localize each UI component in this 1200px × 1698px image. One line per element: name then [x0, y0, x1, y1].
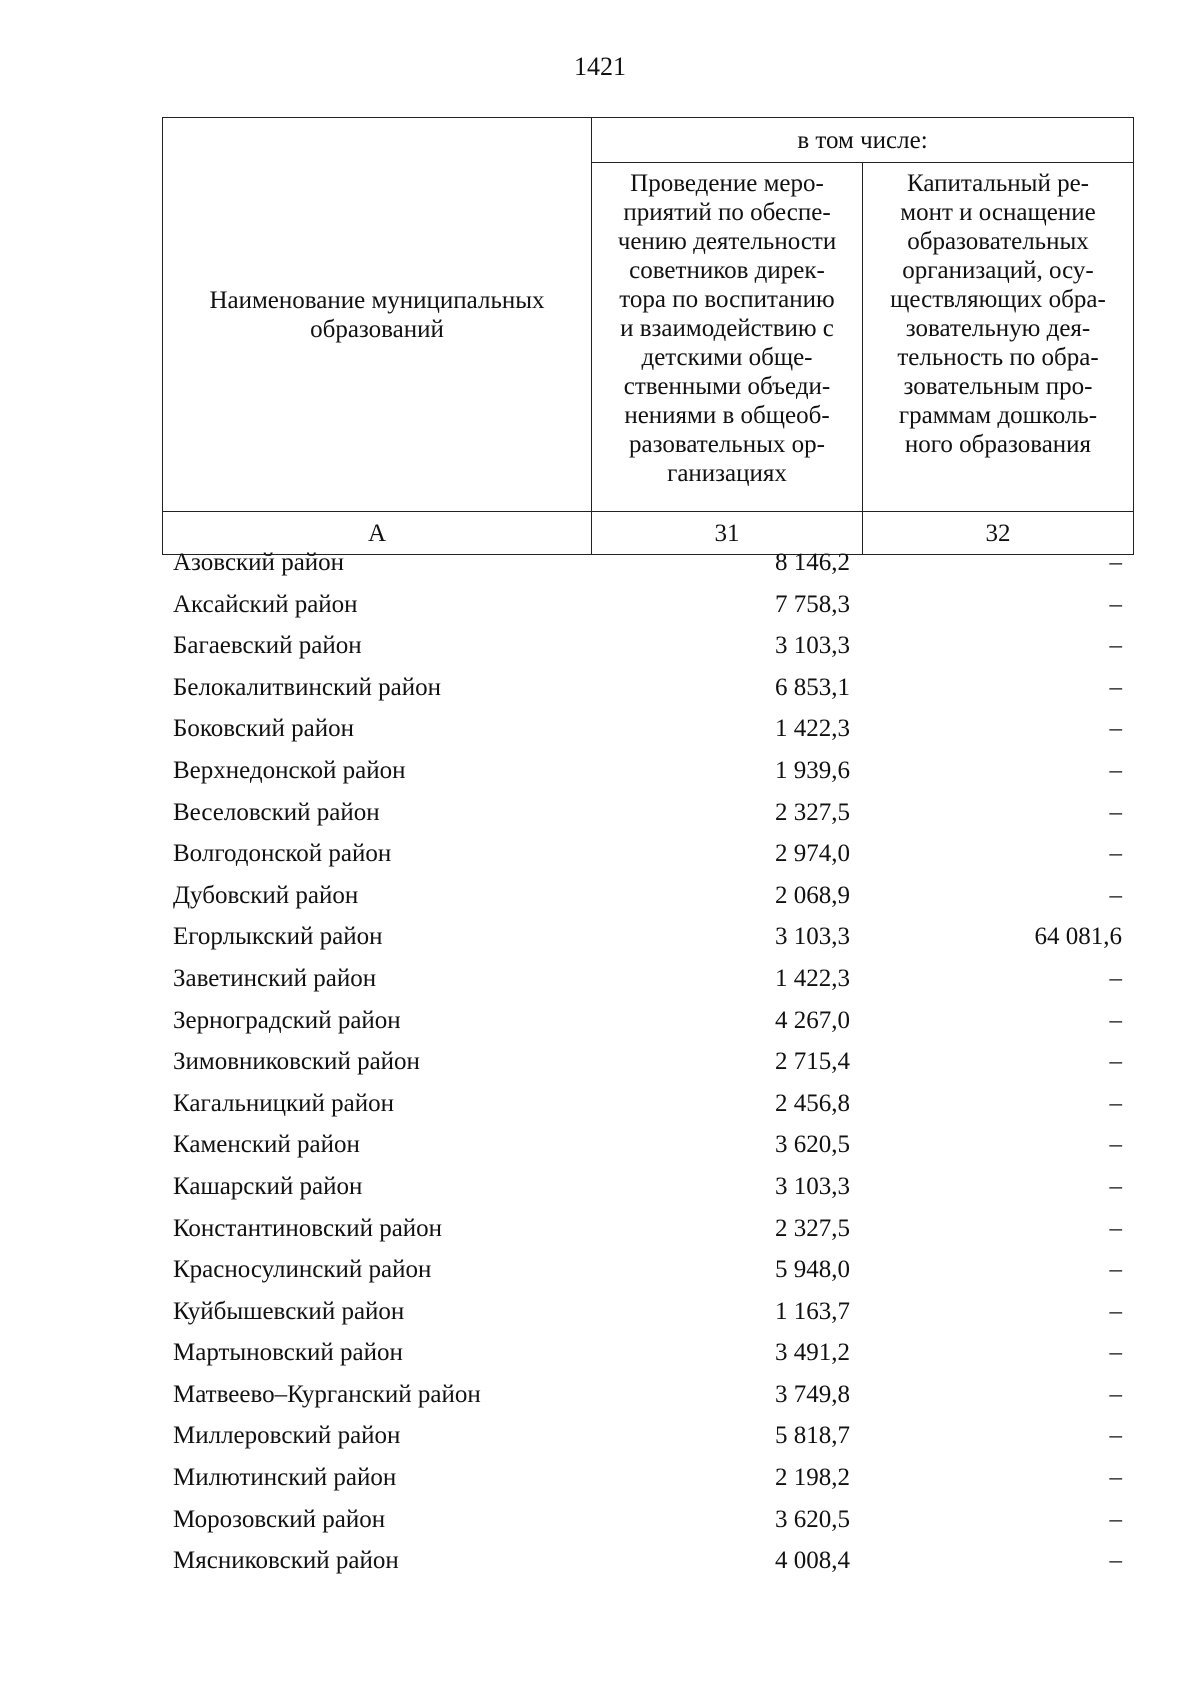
municipality-name: Веселовский район	[173, 798, 380, 826]
value-col-31: 3 749,8	[775, 1380, 850, 1408]
value-col-32: –	[1109, 1464, 1122, 1492]
header-col-31-description: Проведение меро- приятий по обеспе- чению деятельности советников дирек- тора по воспитанию и взаимодействию с детскими обще- ственными объеди- нениями в общеоб- разовательных ор- ганизациях	[592, 163, 863, 512]
municipality-name: Каменский район	[173, 1131, 360, 1159]
value-col-31: 2 974,0	[775, 840, 850, 868]
page-number: 1421	[574, 52, 626, 81]
table-row	[162, 1083, 1133, 1125]
table-row	[162, 708, 1133, 750]
table-header	[162, 117, 1134, 555]
value-col-32: –	[1109, 715, 1122, 743]
table-row	[162, 750, 1133, 792]
value-col-32: –	[1109, 964, 1122, 992]
header-col-32-number: 32	[863, 512, 1134, 555]
value-col-31: 3 620,5	[775, 1131, 850, 1159]
value-col-32: –	[1109, 1505, 1122, 1533]
header-municipality-name: Наименование муниципальных образований	[163, 118, 592, 512]
value-col-31: 1 422,3	[775, 715, 850, 743]
value-col-31: 2 327,5	[775, 798, 850, 826]
municipality-name: Аксайский район	[173, 590, 358, 618]
municipality-name: Кагальницкий район	[173, 1089, 395, 1117]
municipality-name: Азовский район	[173, 549, 345, 576]
header-col-32-description: Капитальный ре- монт и оснащение образовательных организаций, осу- ществляющих обра- зовательную дея- тельность по обра- зовательным про- граммам дошколь- ного образования	[863, 163, 1134, 512]
table-row	[162, 625, 1133, 667]
value-col-31: 3 491,2	[775, 1339, 850, 1367]
value-col-31: 5 818,7	[775, 1422, 850, 1450]
table-row	[162, 833, 1133, 875]
municipality-name: Морозовский район	[173, 1505, 386, 1533]
value-col-31: 2 456,8	[775, 1089, 850, 1117]
value-col-32: –	[1109, 632, 1122, 660]
table-row	[162, 1041, 1133, 1083]
municipality-name: Егорлыкский район	[173, 923, 383, 951]
table-row	[162, 542, 1133, 584]
value-col-32: –	[1109, 1048, 1122, 1076]
municipality-name: Заветинский район	[173, 964, 377, 992]
municipality-name: Миллеровский район	[173, 1422, 401, 1450]
value-col-31: 2 198,2	[775, 1464, 850, 1492]
municipality-name: Зерноградский район	[173, 1006, 401, 1034]
municipality-name: Красносулинский район	[173, 1256, 432, 1284]
municipality-name: Боковский район	[173, 715, 354, 743]
value-col-31: 5 948,0	[775, 1256, 850, 1284]
municipality-name: Мартыновский район	[173, 1339, 403, 1367]
table-row	[162, 1166, 1133, 1208]
value-col-31: 3 103,3	[775, 923, 850, 951]
value-col-32: 64 081,6	[1034, 923, 1122, 951]
table-row	[162, 1208, 1133, 1250]
header-col-31-number: 31	[592, 512, 863, 555]
value-col-32: –	[1109, 1172, 1122, 1200]
table-row	[162, 1332, 1133, 1374]
value-col-32: –	[1109, 1422, 1122, 1450]
municipality-name: Мясниковский район	[173, 1547, 399, 1575]
municipality-name: Багаевский район	[173, 632, 362, 660]
header-group-including: в том числе:	[592, 118, 1134, 163]
value-col-32: –	[1109, 881, 1122, 909]
municipality-name: Верхнедонской район	[173, 756, 406, 784]
value-col-32: –	[1109, 1214, 1122, 1242]
table-row	[162, 875, 1133, 917]
value-col-31: 1 939,6	[775, 756, 850, 784]
table-row	[162, 1124, 1133, 1166]
table-row	[162, 667, 1133, 709]
value-col-32: –	[1109, 1089, 1122, 1117]
value-col-32: –	[1109, 1547, 1122, 1575]
table-row	[162, 958, 1133, 1000]
value-col-32: –	[1109, 549, 1122, 576]
table-row	[162, 916, 1133, 958]
value-col-31: 7 758,3	[775, 590, 850, 618]
municipality-name: Кашарский район	[173, 1172, 363, 1200]
municipality-name: Волгодонской район	[173, 840, 392, 868]
table-row	[162, 1457, 1133, 1499]
table-row	[162, 1415, 1133, 1457]
municipality-name: Дубовский район	[173, 881, 359, 909]
value-col-32: –	[1109, 756, 1122, 784]
value-col-31: 6 853,1	[775, 673, 850, 701]
table-row	[162, 584, 1133, 626]
table-row	[162, 1291, 1133, 1333]
table-body	[162, 542, 1133, 1582]
value-col-31: 2 068,9	[775, 881, 850, 909]
value-col-31: 4 267,0	[775, 1006, 850, 1034]
table-row	[162, 1374, 1133, 1416]
municipality-name: Милютинский район	[173, 1464, 397, 1492]
value-col-31: 3 620,5	[775, 1505, 850, 1533]
value-col-32: –	[1109, 840, 1122, 868]
value-col-32: –	[1109, 673, 1122, 701]
value-col-31: 2 327,5	[775, 1214, 850, 1242]
value-col-32: –	[1109, 1131, 1122, 1159]
table-row	[162, 1249, 1133, 1291]
value-col-31: 8 146,2	[775, 549, 850, 576]
value-col-31: 4 008,4	[775, 1547, 850, 1575]
value-col-32: –	[1109, 1297, 1122, 1325]
header-col-a-number: А	[163, 512, 592, 555]
value-col-32: –	[1109, 1006, 1122, 1034]
value-col-31: 1 163,7	[775, 1297, 850, 1325]
value-col-31: 1 422,3	[775, 964, 850, 992]
value-col-31: 2 715,4	[775, 1048, 850, 1076]
value-col-31: 3 103,3	[775, 1172, 850, 1200]
municipality-name: Матвеево–Курганский район	[173, 1380, 481, 1408]
table-row	[162, 1000, 1133, 1042]
table-row	[162, 792, 1133, 834]
value-col-32: –	[1109, 798, 1122, 826]
value-col-32: –	[1109, 1380, 1122, 1408]
value-col-31: 3 103,3	[775, 632, 850, 660]
value-col-32: –	[1109, 1256, 1122, 1284]
value-col-32: –	[1109, 1339, 1122, 1367]
municipality-name: Куйбышевский район	[173, 1297, 405, 1325]
municipality-name: Белокалитвинский район	[173, 673, 441, 701]
table-row	[162, 1540, 1133, 1582]
municipality-name: Зимовниковский район	[173, 1048, 420, 1076]
table-row	[162, 1499, 1133, 1541]
value-col-32: –	[1109, 590, 1122, 618]
municipality-name: Константиновский район	[173, 1214, 443, 1242]
